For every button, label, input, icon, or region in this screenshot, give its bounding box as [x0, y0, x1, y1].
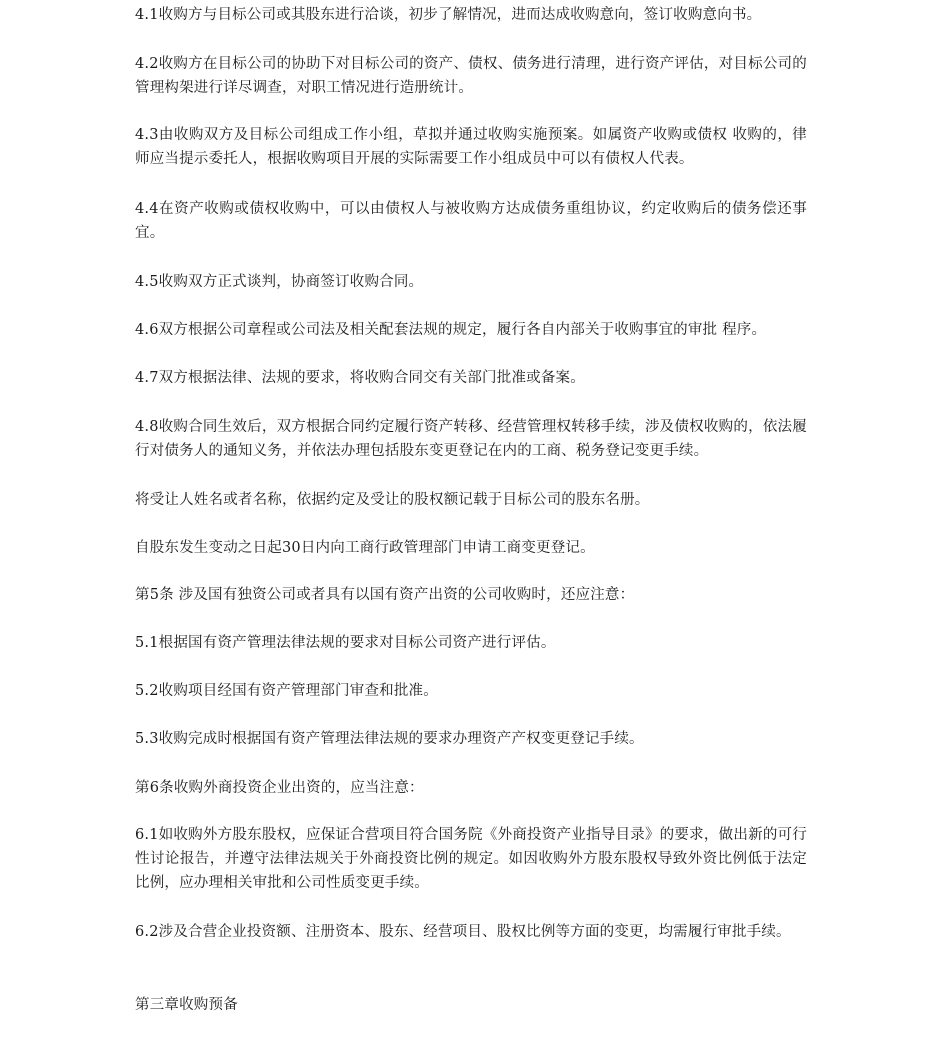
paragraph-4-7: 4.7双方根据法律、法规的要求，将收购合同交有关部门批准或备案。	[135, 370, 585, 386]
paragraph-6-2: 6.2涉及合营企业投资额、注册资本、股东、经营项目、股权比例等方面的变更，均需履行审批手续。	[135, 924, 791, 940]
paragraph-shareholder-register: 将受让人姓名或者名称，依据约定及受让的股权额记载于目标公司的股东名册。	[135, 492, 650, 508]
paragraph-4-4: 4.4在资产收购或债权收购中，可以由债权人与被收购方达成债务重组协议，约定收购后的债务偿还事宜。	[135, 201, 807, 241]
paragraph-5-1: 5.1根据国有资产管理法律法规的要求对目标公司资产进行评估。	[135, 635, 556, 651]
paragraph-4-1: 4.1收购方与目标公司或其股东进行洽谈，初步了解情况，进而达成收购意向，签订收购意向书。	[135, 7, 762, 23]
paragraph-change-registration: 自股东发生变动之日起30日内向工商行政管理部门申请工商变更登记。	[135, 540, 595, 556]
chapter-3-heading: 第三章收购预备	[135, 997, 238, 1013]
paragraph-4-6: 4.6双方根据公司章程或公司法及相关配套法规的规定，履行各自内部关于收购事宜的审批 程序。	[135, 322, 767, 338]
article-6-heading: 第6条收购外商投资企业出资的，应当注意：	[135, 780, 424, 796]
paragraph-5-3: 5.3收购完成时根据国有资产管理法律法规的要求办理资产产权变更登记手续。	[135, 731, 644, 747]
paragraph-5-2: 5.2收购项目经国有资产管理部门审查和批准。	[135, 683, 438, 699]
paragraph-4-3: 4.3由收购双方及目标公司组成工作小组，草拟并通过收购实施预案。如属资产收购或债权 收购的，律师应当提示委托人，根据收购项目开展的实际需要工作小组成员中可以有债权人代表。	[135, 127, 807, 167]
paragraph-6-1: 6.1如收购外方股东股权，应保证合营项目符合国务院《外商投资产业指导目录》的要求，做出新的可行性讨论报告，并遵守法律法规关于外商投资比例的规定。如因收购外方股东股权导致外资比例低于法定比例，应办理相关审批和公司性质变更手续。	[135, 827, 807, 891]
paragraph-4-2: 4.2收购方在目标公司的协助下对目标公司的资产、债权、债务进行清理，进行资产评估，对目标公司的管理构架进行详尽调查，对职工情况进行造册统计。	[135, 56, 807, 96]
paragraph-4-5: 4.5收购双方正式谈判，协商签订收购合同。	[135, 274, 424, 290]
article-5-heading: 第5条 涉及国有独资公司或者具有以国有资产出资的公司收购时，还应注意：	[135, 587, 635, 603]
paragraph-4-8: 4.8收购合同生效后，双方根据合同约定履行资产转移、经营管理权转移手续，涉及债权收购的，依法履行对债务人的通知义务，并依法办理包括股东变更登记在内的工商、税务登记变更手续。	[135, 419, 807, 459]
